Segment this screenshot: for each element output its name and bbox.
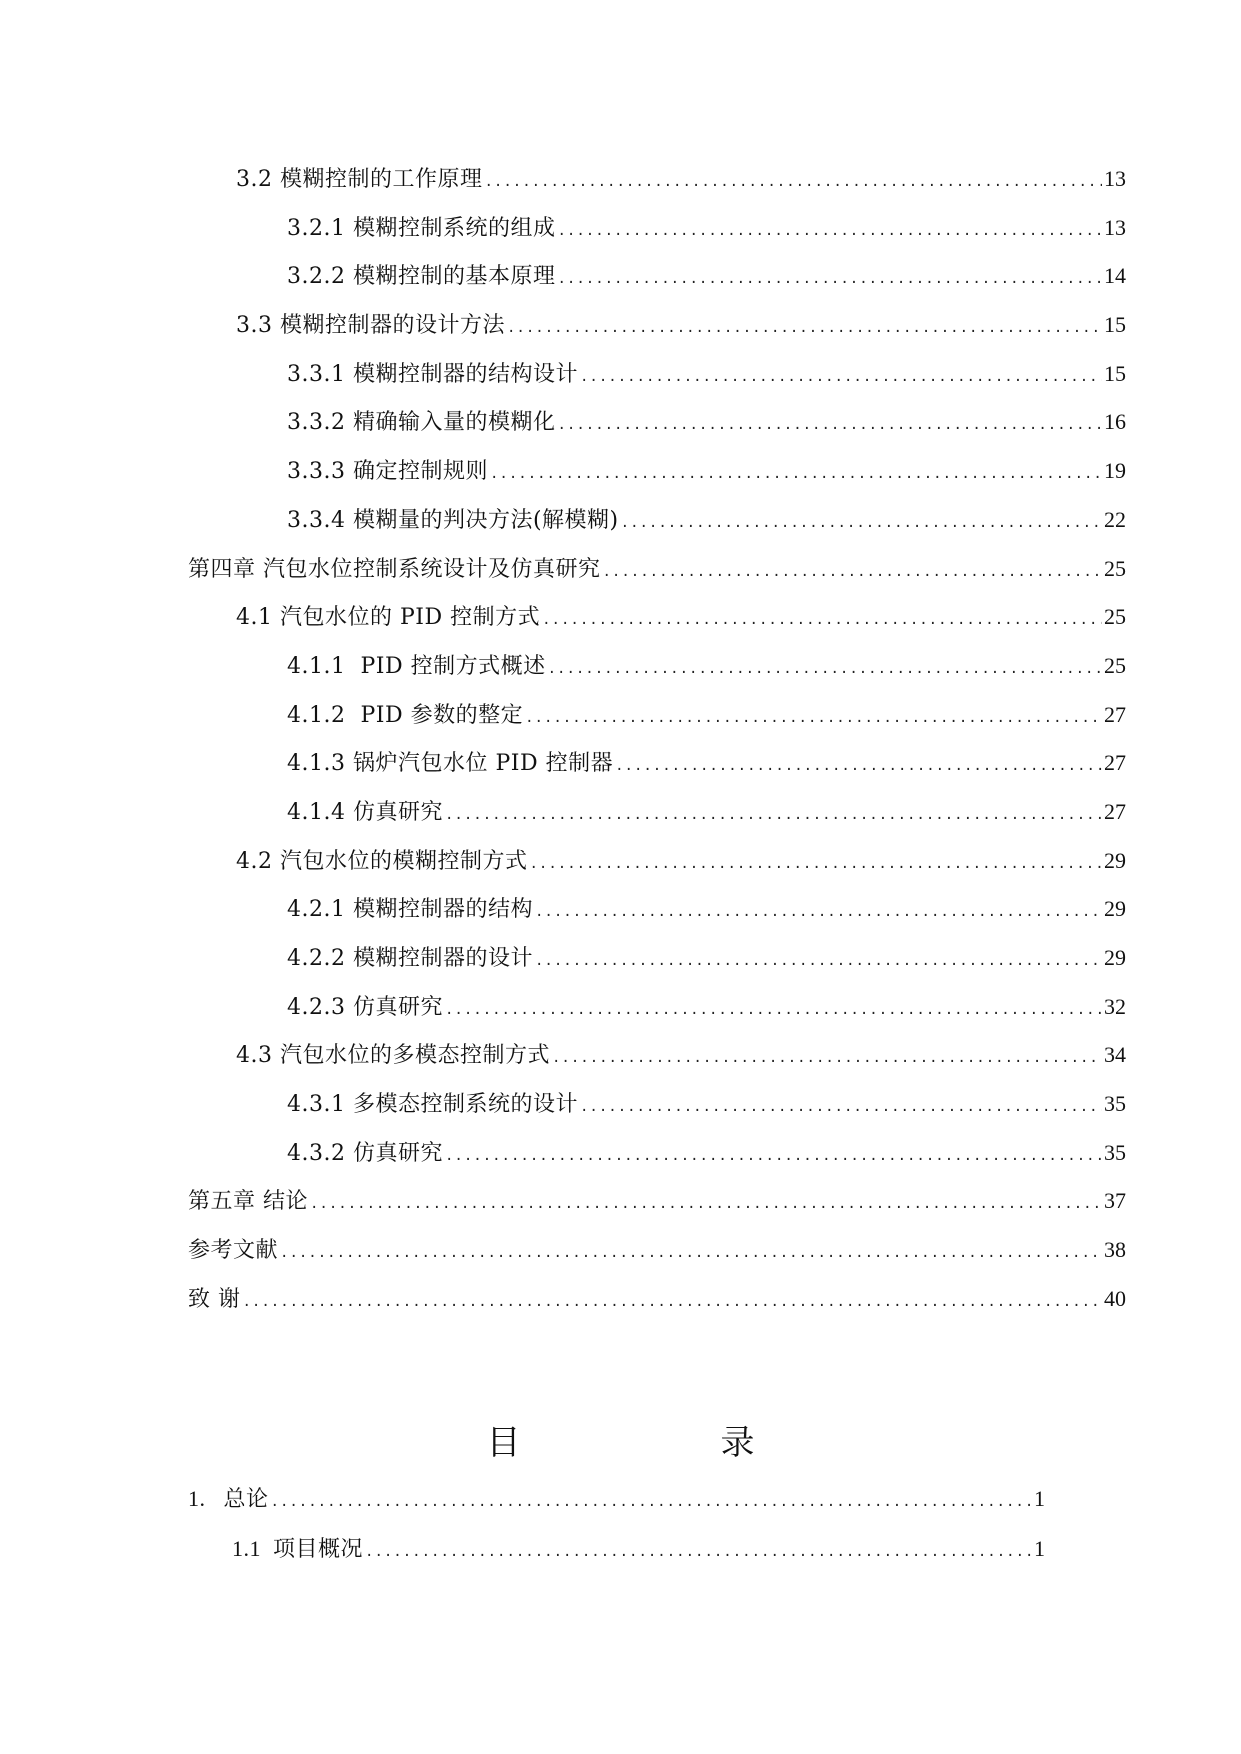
toc-entry-page-number: 25 [1104, 652, 1126, 678]
toc-entry-title: 3.3.3 确定控制规则 [287, 459, 488, 485]
toc-entry-title: 4.1.2 PID 参数的整定 [287, 702, 524, 728]
dot-leader [445, 791, 1102, 840]
toc-entry[interactable] [0, 496, 1241, 545]
toc-entry-title: 4.2 汽包水位的模糊控制方式 [236, 848, 528, 874]
dot-leader [490, 450, 1102, 499]
toc-entry[interactable] [0, 1474, 1241, 1524]
toc-entry[interactable] [0, 885, 1241, 934]
toc-entry[interactable] [0, 350, 1241, 399]
table-of-contents-continued [0, 155, 1241, 1324]
dot-leader [445, 986, 1102, 1035]
dot-leader [525, 694, 1102, 743]
toc-entry-page-number: 25 [1104, 555, 1126, 581]
toc-entry[interactable] [0, 691, 1241, 740]
toc-entry-title: 4.3.1 多模态控制系统的设计 [287, 1092, 578, 1118]
dot-leader [557, 255, 1102, 304]
toc-entry[interactable] [0, 1226, 1241, 1275]
dot-leader [621, 499, 1102, 548]
toc-entry-title: 1. 总论 [188, 1486, 269, 1511]
toc-entry-page-number: 35 [1104, 1139, 1126, 1165]
dot-leader [445, 1132, 1102, 1181]
dot-leader [310, 1180, 1102, 1229]
toc-entry[interactable] [0, 155, 1241, 204]
toc-entry[interactable] [0, 642, 1241, 691]
toc-entry-page-number: 34 [1104, 1042, 1126, 1068]
toc-entry[interactable] [0, 1031, 1241, 1080]
toc-entry-title: 3.3.2 精确输入量的模糊化 [287, 410, 556, 436]
table-of-contents [0, 1474, 1241, 1574]
dot-leader [365, 1527, 1032, 1577]
toc-entry-page-number: 13 [1104, 214, 1126, 240]
dot-leader [529, 840, 1102, 889]
toc-entry-title: 3.2.2 模糊控制的基本原理 [287, 264, 556, 290]
dot-leader [271, 1477, 1032, 1527]
dot-leader [603, 548, 1103, 597]
toc-entry-page-number: 32 [1104, 993, 1126, 1019]
dot-leader [535, 937, 1102, 986]
dot-leader [243, 1278, 1103, 1327]
toc-entry-page-number: 25 [1104, 604, 1126, 630]
toc-entry[interactable] [0, 398, 1241, 447]
toc-entry-title: 4.2.1 模糊控制器的结构 [287, 897, 533, 923]
toc-entry[interactable] [0, 983, 1241, 1032]
dot-leader [580, 353, 1102, 402]
toc-entry-page-number: 27 [1104, 701, 1126, 727]
toc-entry-title: 4.1.4 仿真研究 [287, 799, 443, 825]
toc-entry-page-number: 38 [1104, 1237, 1126, 1263]
toc-entry[interactable] [0, 545, 1241, 594]
toc-entry-page-number: 22 [1104, 506, 1126, 532]
toc-entry-page-number: 16 [1104, 409, 1126, 435]
toc-entry-page-number: 1 [1034, 1486, 1045, 1511]
toc-entry[interactable] [0, 447, 1241, 496]
toc-entry[interactable] [0, 301, 1241, 350]
toc-entry-title: 4.3 汽包水位的多模态控制方式 [236, 1043, 550, 1069]
toc-entry-title: 3.2 模糊控制的工作原理 [236, 167, 483, 192]
dot-leader [280, 1229, 1102, 1278]
toc-entry-title: 3.2.1 模糊控制系统的组成 [287, 215, 556, 241]
toc-entry-title: 4.1.3 锅炉汽包水位 PID 控制器 [287, 751, 614, 777]
dot-leader [535, 888, 1102, 937]
toc-heading-char-1: 目 [486, 1423, 621, 1463]
toc-entry-page-number: 1 [1034, 1536, 1045, 1561]
toc-entry[interactable] [0, 934, 1241, 983]
dot-leader [580, 1083, 1102, 1132]
toc-entry-page-number: 35 [1104, 1091, 1126, 1117]
dot-leader [507, 304, 1102, 353]
toc-entry-title: 4.1.1 PID 控制方式概述 [287, 653, 546, 679]
toc-entry-page-number: 37 [1104, 1188, 1126, 1214]
toc-entry[interactable] [0, 788, 1241, 837]
toc-entry[interactable] [0, 1129, 1241, 1178]
dot-leader [552, 1034, 1102, 1083]
dot-leader [484, 158, 1102, 207]
toc-entry-page-number: 40 [1104, 1285, 1126, 1311]
dot-leader [548, 645, 1102, 694]
toc-entry-page-number: 15 [1104, 360, 1126, 386]
toc-entry-title: 3.3.4 模糊量的判决方法(解模糊) [287, 507, 619, 533]
toc-entry[interactable] [0, 837, 1241, 886]
dot-leader [557, 401, 1102, 450]
toc-entry-page-number: 29 [1104, 847, 1126, 873]
dot-leader [615, 742, 1102, 791]
toc-entry-title: 3.3.1 模糊控制器的结构设计 [287, 361, 578, 387]
toc-entry-page-number: 29 [1104, 945, 1126, 970]
toc-heading [0, 1415, 1241, 1464]
toc-entry-page-number: 27 [1104, 798, 1126, 824]
toc-entry-title: 4.1 汽包水位的 PID 控制方式 [236, 605, 541, 631]
dot-leader [557, 207, 1102, 256]
toc-entry-page-number: 13 [1104, 166, 1126, 191]
toc-entry-title: 第四章 汽包水位控制系统设计及仿真研究 [188, 556, 601, 582]
toc-entry-title: 4.3.2 仿真研究 [287, 1140, 443, 1166]
toc-entry-title: 3.3 模糊控制器的设计方法 [236, 313, 505, 339]
toc-entry-page-number: 19 [1104, 458, 1126, 484]
toc-entry-title: 4.2.3 仿真研究 [287, 994, 443, 1020]
toc-entry-title: 参考文献 [188, 1238, 279, 1264]
toc-entry[interactable] [0, 1177, 1241, 1226]
toc-entry[interactable] [0, 593, 1241, 642]
toc-entry-page-number: 14 [1104, 263, 1126, 289]
toc-entry[interactable] [0, 1275, 1241, 1324]
toc-entry[interactable] [0, 252, 1241, 301]
toc-entry[interactable] [0, 204, 1241, 253]
toc-entry-title: 4.2.2 模糊控制器的设计 [287, 946, 533, 971]
toc-entry-page-number: 15 [1104, 312, 1126, 338]
dot-leader [542, 596, 1102, 645]
toc-entry[interactable] [0, 1080, 1241, 1129]
toc-entry[interactable] [0, 739, 1241, 788]
toc-entry-title: 第五章 结论 [188, 1189, 308, 1215]
toc-entry-page-number: 29 [1104, 896, 1126, 922]
toc-heading-char-2: 录 [720, 1423, 855, 1463]
toc-entry-title: 1.1 项目概况 [232, 1536, 364, 1561]
toc-entry-title: 致 谢 [188, 1286, 241, 1312]
toc-entry-page-number: 27 [1104, 750, 1126, 776]
toc-entry[interactable] [0, 1524, 1241, 1574]
